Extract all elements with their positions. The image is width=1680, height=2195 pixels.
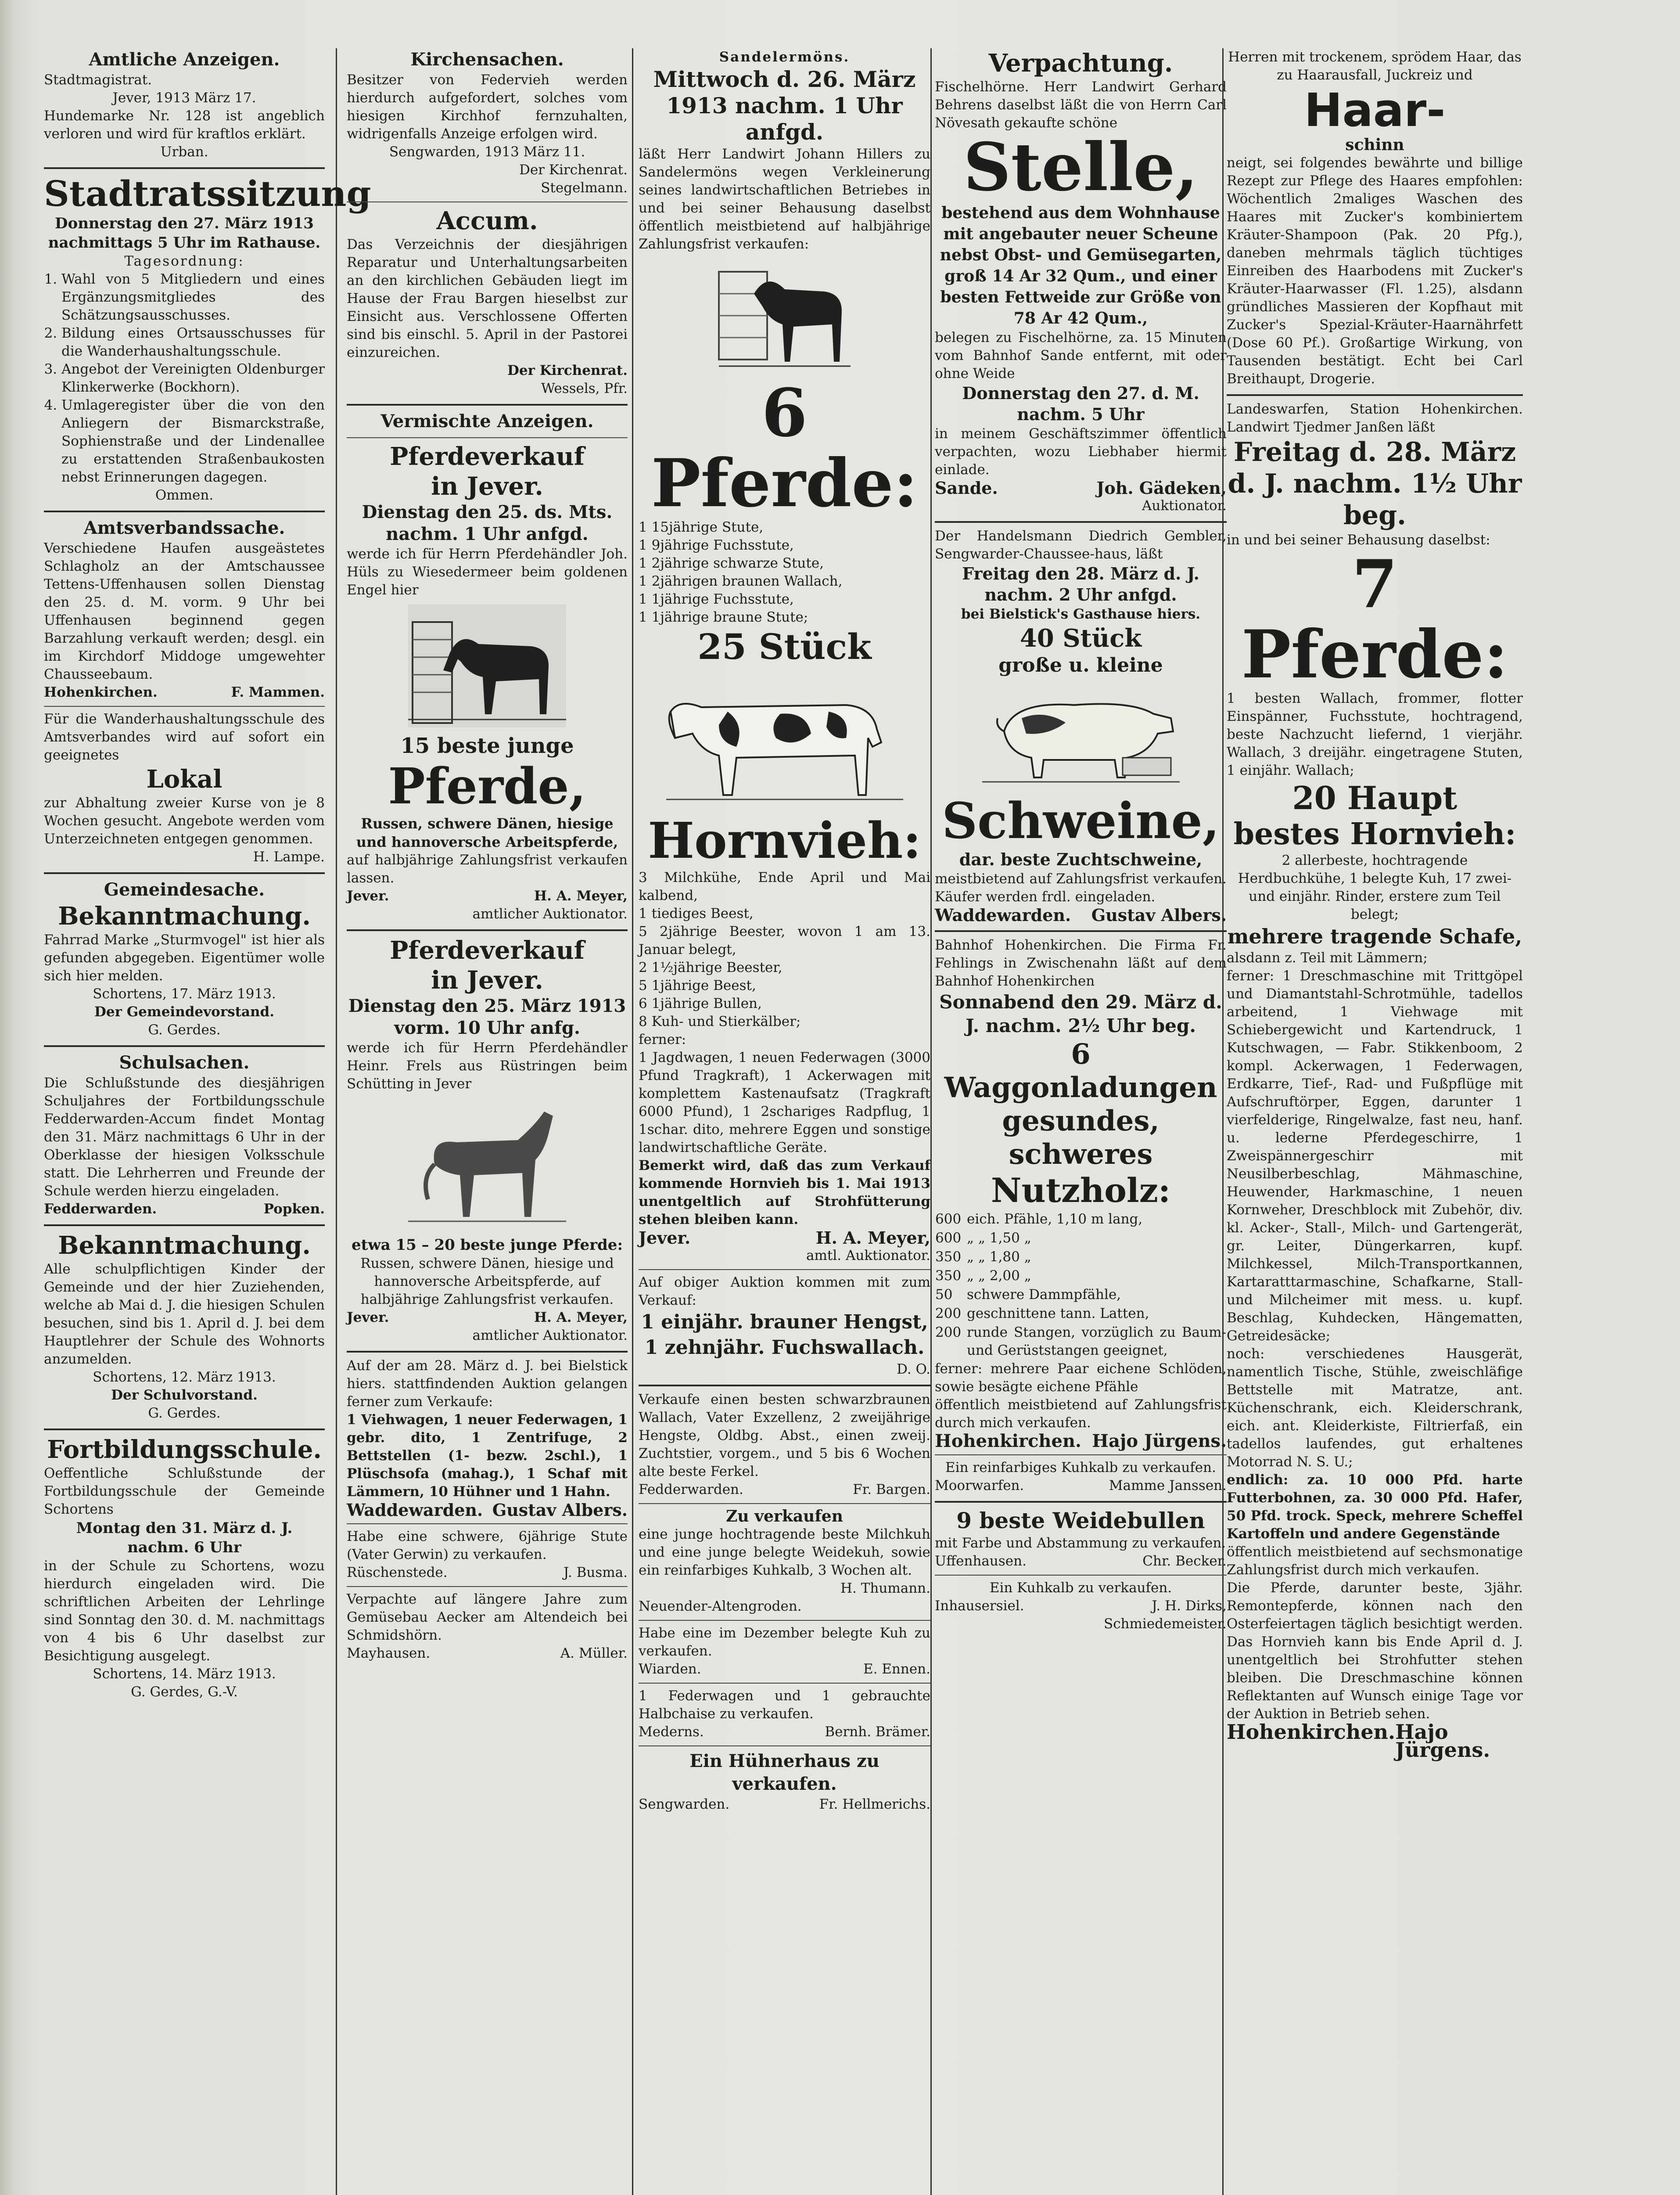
notice-text: eine junge hochtragende beste Milchkuh und eine junge belegte Weidekuh, sowie ein reinfarbiges Kuhkalb, 3 Wochen alt. (639, 1526, 930, 1578)
notice-text: Auf der am 28. März d. J. bei Bielstick hiers. stattfindenden Auktion gelangen ferner zum Verkaufe: (347, 1358, 628, 1410)
notice-text: Ein reinfarbiges Kuhkalb zu verkaufen. (945, 1460, 1216, 1475)
household-list: noch: verschiedenes Hausgerät, namentlich Tische, Stühle, zweischläfige Bettstelle mit Matratze, ant. Küchenschrank, eich. Kleiderschrank, eich. ant. Kleiderkiste, Filtrierfaß, ein tadellos laufendes, gut erhaltenes Motorrad N. S. U.; (1227, 1346, 1523, 1470)
table-row (935, 1267, 1227, 1285)
notice-title: Stelle, (963, 129, 1198, 206)
produce-list: endlich: za. 10 000 Pfd. harte Futterbohnen, za. 30 000 Pfd. Hafer, 50 Pfd. trock. Speck, mehrere Scheffel Kartoffeln und andere Gegenstände (1227, 1472, 1523, 1542)
horse-item: 1 2jährige schwarze Stute, (639, 555, 824, 571)
signature: Mamme Janssen. (1109, 1478, 1227, 1493)
signature-line (639, 1723, 930, 1741)
signature: G. Gerdes. (148, 1022, 221, 1038)
section-title: Vermischte Anzeigen. (381, 411, 594, 432)
notice-text: Oeffentliche Schlußstunde der Fortbildungsschule der Gemeinde Schortens (44, 1465, 325, 1517)
place: Wiarden. (639, 1661, 701, 1677)
signature: D. O. (897, 1361, 930, 1377)
table-row (935, 1323, 1227, 1360)
role: Schmiedemeister. (1103, 1616, 1227, 1632)
divider (639, 1269, 930, 1270)
horse-item: 1 2jährigen braunen Wallach, (639, 573, 843, 589)
auction-time: Mittwoch d. 26. März 1913 nachm. 1 Uhr anfgd. (653, 66, 916, 145)
pig-subtitle: dar. beste Zuchtschweine, (959, 849, 1203, 869)
divider (935, 1575, 1227, 1576)
notice-title: Lokal (146, 765, 223, 794)
notice-text: Habe eine im Dezember belegte Kuh zu verkaufen. (639, 1625, 930, 1659)
desc: eich. Pfähle, 1,10 m lang, (967, 1211, 1143, 1227)
notice-title: 6 Waggonladungen (944, 1038, 1217, 1104)
notice-title: Nutzholz: (991, 1171, 1171, 1210)
place: Jever. (347, 1310, 389, 1325)
place: Fedderwarden. (44, 1201, 157, 1217)
place: Fedderwarden. (639, 1482, 743, 1497)
column-3 (639, 48, 930, 2195)
divider (639, 1503, 930, 1504)
agenda-item: 1. Wahl von 5 Mitgliedern und eines Ergänzungsmitgliedes des Schätzungsausschusses. (61, 270, 325, 324)
qty: 200 (935, 1306, 962, 1321)
desc: schwere Dammpfähle, (967, 1287, 1121, 1303)
section-title: Gemeindesache. (104, 879, 265, 900)
divider (347, 1586, 628, 1587)
signature-line (44, 1200, 325, 1218)
notice-text: Für die Wanderhaushaltungsschule des Amtsverbandes wird auf sofort ein geeignetes (44, 711, 325, 763)
notice-text: zur Abhaltung zweier Kurse von je 8 Wochen gesucht. Angebote werden vom Unterzeichneten entgegen genommen. (44, 795, 325, 847)
desc: „ „ 1,50 „ (967, 1230, 1031, 1246)
meeting-time: Donnerstag den 27. März 1913 nachmittags 5 Uhr im Rathause. (48, 215, 321, 252)
auction-time: Donnerstag den 27. d. M. nachm. 5 Uhr (962, 383, 1199, 424)
divider (44, 1429, 325, 1430)
signature: Gustav Albers. (492, 1500, 628, 1520)
signature: F. Mammen. (231, 684, 325, 700)
organization: Der Kirchenrat. (507, 363, 628, 378)
notice-title: Bekanntmachung. (58, 902, 311, 931)
place: Waddewarden. (347, 1500, 483, 1520)
signature-line (639, 1229, 930, 1247)
signature: Hajo Jürgens. (1395, 1720, 1490, 1762)
column-2 (347, 48, 628, 2195)
horse-breeds: Russen, schwere Dänen, hiesige und hannoversche Arbeitspferde, (356, 815, 618, 850)
signature-line (639, 1481, 930, 1499)
horse-count: 15 beste junge (400, 734, 574, 758)
auction-time: Sonnabend den 29. März d. J. nachm. 2½ Uhr beg. (939, 991, 1222, 1036)
horse-breeds: Russen, schwere Dänen, hiesige und hannoversche Arbeitspferde, auf halbjährige Zahlungsfrist verkaufen. (360, 1256, 614, 1307)
notice-title: Ein Hühnerhaus zu verkaufen. (689, 1751, 879, 1794)
qty: 600 (935, 1211, 962, 1227)
place: Hohenkirchen. (44, 684, 158, 700)
place: Moorwarfen. (935, 1478, 1024, 1493)
place: Hohenkirchen. (935, 1431, 1081, 1451)
horse-list: 1 besten Wallach, frommer, flotter Einspänner, Fuchsstute, hochtragend, beste Nachzucht liefernd, 1 vierjähr. Wallach, 3 dreijähr. eingetragene Stuten, 1 einjähr. Wallach; (1227, 691, 1523, 778)
date: Schortens, 12. März 1913. (93, 1369, 276, 1385)
signature: Fr. Hellmerichs. (819, 1796, 930, 1812)
notice-title: 6 Pferde: (651, 374, 918, 522)
office: Stadtmagistrat. (44, 72, 152, 88)
divider (44, 167, 325, 169)
place: Mayhausen. (347, 1645, 431, 1661)
cattle-item: 3 Milchkühe, Ende April und Mai kalbend, (639, 870, 930, 903)
role: amtl. Auktionator. (806, 1248, 930, 1263)
date: Schortens, 17. März 1913. (93, 986, 276, 1002)
notice-title: 7 Pferde: (1241, 546, 1508, 693)
table-row (935, 1229, 1227, 1248)
cattle-item: 5 2jährige Beester, wovon 1 am 13. Januar belegt, (639, 924, 930, 957)
place: Inhausersiel. (935, 1598, 1024, 1614)
notice-title: in Jever. (431, 966, 543, 995)
signature: H. A. Meyer, (534, 888, 628, 904)
notice-title: in Jever. (431, 472, 543, 501)
notice-title: Bekanntmachung. (58, 1231, 311, 1260)
notice-text: Habe eine schwere, 6jährige Stute (Vater Gerwin) zu verkaufen. (347, 1529, 628, 1562)
place: Neuender-Altengroden. (639, 1598, 802, 1614)
place: Jever. (347, 888, 389, 904)
divider (1227, 394, 1523, 396)
cattle-list: 2 allerbeste, hochtragende Herdbuchkühe, 1 belegte Kuh, 17 zwei- und einjähr. Rinder, erstere zum Teil belegt; (1238, 853, 1512, 922)
signature: E. Ennen. (863, 1661, 930, 1677)
qty: 600 (935, 1230, 962, 1246)
notice-text: Herren mit trockenem, sprödem Haar, das zu Haarausfall, Juckreiz und (1228, 49, 1522, 83)
cattle-item: 5 1jährige Beest, (639, 978, 756, 993)
notice-text: öffentlich meistbietend auf sechsmonatige Zahlungsfrist durch mich verkaufen. (1227, 1544, 1523, 1578)
qty: 200 (935, 1324, 962, 1340)
sale-item: 1 einjähr. brauner Hengst, (641, 1311, 928, 1333)
organization: Der Gemeindevorstand. (94, 1004, 275, 1020)
place: Rüschenstede. (347, 1565, 448, 1580)
cattle-item: 1 tiediges Beest, (639, 906, 754, 921)
pig-count: 40 Stück (1019, 624, 1142, 653)
signature: Popken. (263, 1201, 325, 1217)
role: Auktionator. (1142, 498, 1227, 514)
horse-item: 1 1jährige braune Stute; (639, 609, 808, 625)
table-row (935, 1248, 1227, 1267)
timber-table (935, 1210, 1227, 1360)
signature-line (347, 887, 628, 905)
notice-text: Die Schlußstunde des diesjährigen Schuljahres der Fortbildungsschule Fedderwarden-Accum findet Montag den 31. März nachmittags 6 Uhr in der Oberklasse der hiesigen Volksschule statt. Die Lehrherren und Freunde der Schule werden hierzu eingeladen. (44, 1075, 325, 1199)
place: Sande. (935, 478, 998, 498)
column-5 (1227, 48, 1523, 2195)
cow-illustration (662, 672, 908, 808)
signature: G. Gerdes. (148, 1405, 221, 1421)
notice-title: Fortbildungsschule. (47, 1435, 322, 1464)
table-row (935, 1304, 1227, 1323)
notice-title: Pferde, (388, 758, 586, 815)
place: Hohenkirchen. (1227, 1720, 1396, 1744)
pig-illustration (978, 683, 1184, 788)
desc: „ „ 1,80 „ (967, 1249, 1031, 1265)
signature-line (935, 1597, 1227, 1615)
divider (347, 1351, 628, 1353)
signature-line (935, 1552, 1227, 1570)
notice-title: gesundes, schweres (1002, 1105, 1159, 1171)
column-4 (935, 48, 1227, 2195)
table-row (935, 1210, 1227, 1229)
notice-text: meistbietend auf Zahlungsfrist verkaufen. Käufer werden frdl. eingeladen. (935, 871, 1227, 905)
place: Waddewarden. (935, 905, 1071, 925)
section-title: Kirchensachen. (410, 49, 564, 70)
notice-text: Verschiedene Haufen ausgeästetes Schlagholz an der Amtschaussee Tettens-Uffenhausen sollen Dienstag den 25. d. M. vorm. 9 Uhr bei Uffenhausen beginnend gegen Barzahlung verkauft werden; desgl. ein im Kirchdorf Middoge umgewehter Chausseebaum. (44, 540, 325, 682)
signature-line (935, 1477, 1227, 1495)
role: amtlicher Auktionator. (472, 906, 628, 922)
divider (935, 1501, 1227, 1503)
signature-line (44, 684, 325, 702)
notice-text: Alle schulpflichtigen Kinder der Gemeinde und der hier Zuziehenden, welche ab Mai d. J. die hiesigen Schulen besuchen, sind bis 1. April d. J. bei dem Hauptlehrer der Schule des Wohnorts anzumelden. (44, 1261, 325, 1367)
divider (44, 706, 325, 707)
notice-title: Stadtratssitzung (44, 173, 371, 214)
organization: Der Schulvorstand. (111, 1387, 258, 1403)
auction-time: Freitag d. 28. März d. J. nachm. 1½ Uhr beg. (1228, 437, 1522, 531)
signature-line (935, 1432, 1227, 1450)
signature: Hajo Jürgens. (1092, 1431, 1227, 1451)
notice-title: Haar- (1304, 83, 1446, 137)
horse-illustration (404, 1098, 571, 1230)
location: Sandelermöns. (719, 49, 850, 65)
place: Jever. (639, 1228, 691, 1248)
notice-text: belegen zu Fischelhörne, za. 15 Minuten vom Bahnhof Sande entfernt, mit oder ohne Weide (935, 330, 1227, 381)
notice-text: in meinem Geschäftszimmer öffentlich verpachten, wozu Liebhaber hiermit einlade. (935, 426, 1227, 478)
signature: Urban. (160, 144, 208, 160)
desc: „ „ 2,00 „ (967, 1268, 1031, 1284)
cattle-count: 25 Stück (697, 626, 872, 667)
signature-line (347, 1501, 628, 1519)
cattle-item: 8 Kuh- und Stierkälber; (639, 1014, 801, 1029)
organization: Der Kirchenrat. (519, 162, 628, 178)
notice-text: Der Handelsmann Diedrich Gembler, Sengwarder-Chaussee-haus, läßt (935, 528, 1227, 562)
sheep-title: mehrere tragende Schafe, (1227, 925, 1522, 948)
divider (347, 437, 628, 438)
date: Schortens, 14. März 1913. (93, 1666, 276, 1682)
notice-text: in und bei seiner Behausung daselbst: (1227, 532, 1490, 548)
notice-text: neigt, sei folgendes bewährte und billige Rezept zur Pflege des Haares empfohlen: Wöchentlich 2maliges Waschen des Haares mit Zucker's kombiniertem Kräuter-Shampoon (Pak. 20 Pfg.), daneben mehrmals täglich tüchtiges Einreiben des Haarbodens mit Zucker's Kräuter-Haarwasser (Fl. 1.25), alsdann gründliches Massieren der Kopfhaut mit Zucker's Spezial-Kräuter-Haarnährfett (Dose 60 Pf.). Großartige Wirkung, von Tausenden bestätigt. Echt bei Carl Breithaupt, Drogerie. (1227, 155, 1523, 387)
sale-items: 1 Viehwagen, 1 neuer Federwagen, 1 gebr. dito, 1 Zentrifuge, 2 Bettstellen (1- bezw. 2schl.), 1 Plüschsofa (mahag.), 1 Schaf mit Lämmern, 10 Hühner und 1 Hahn. (347, 1412, 628, 1500)
signature-line (935, 479, 1227, 497)
signature: Ommen. (155, 487, 214, 503)
signature: Stegelmann. (541, 180, 628, 196)
notice-title: 9 beste Weidebullen (956, 1508, 1205, 1533)
notice-text: Bahnhof Hohenkirchen. Die Firma Fr. Fehlings in Zwischenahn läßt auf dem Bahnhof Hohenkirchen (935, 937, 1227, 989)
signature-line (639, 1660, 930, 1678)
notice-title: Pferdeverkauf (390, 936, 585, 965)
divider (347, 1523, 628, 1524)
notice-text: Besitzer von Federvieh werden hierdurch aufgefordert, solches vom hiesigen Kirchhof fernzuhalten, widrigenfalls Anzeige erfolgen wird. (347, 72, 628, 142)
note: Bemerkt wird, daß das zum Verkauf kommende Hornvieh bis 1. Mai 1913 unentgeltlich auf Strohfütterung stehen bleiben kann. (639, 1158, 930, 1227)
notice-text: Landeswarfen, Station Hohenkirchen. Landwirt Tjedmer Janßen läßt (1227, 401, 1523, 435)
agenda-item: 4. Umlageregister über die von den Anliegern der Bismarckstraße, Sophienstraße und der Lindenallee zu erstattenden Straßenbaukosten nebst Erinnerungen dagegen. (61, 396, 325, 486)
desc: runde Stangen, vorzüglich zu Baum- und Gerüststangen geeignet, (967, 1324, 1226, 1358)
notice-text: werde ich für Herrn Pferdehändler Heinr. Frels aus Rüstringen beim Schütting in Jever (347, 1040, 628, 1092)
equipment-list: ferner: 1 Dreschmaschine mit Trittgöpel und Diamantstahl-Schrotmühle, tadellos arbeitend, 1 Viehwage mit Schiebergewicht und Kartendruck, 1 Kutschwagen, — Fabr. Stikkenboom, 2 kompl. Ackerwagen, 1 Federwagen, Erdkarre, Tief-, Rad- und Fußpflüge mit Aufschruftörper, Eggen, darunter 1 vierfelderige, Ringelwalze, fast neu, hanf. u. lederne Pferdegeschirre, 1 Zweispännergeschirr mit Neusilberbeschlag, Mähmaschine, Heuwender, Harkmaschine, 1 neuen Kornweher, Dreschblock mit Zubehör, div. kl. Acker-, Stall-, Milch- und Gartengerät, gr. Leiter, Düngerkarren, kupf. Milchkessel, Milch-Transportkannen, Kartaratttarmaschine, Schafkarne, Stall- und Milcheimer mit mess. u. kupf. Beschlag, Kuhdecken, Hängematten, Getreidesäcke; (1227, 968, 1523, 1344)
notice-text: in der Schule zu Schortens, wozu hierdurch eingeladen wird. Die schriftlichen Arbeiten der Lehrlinge sind Sonntag den 30. d. M. nachmittags von 4 bis 6 Uhr daselbst zur Besichtigung ausgelegt. (44, 1558, 325, 1664)
table-row (935, 1285, 1227, 1304)
notice-text: Hundemarke Nr. 128 ist angeblich verloren und wird für kraftlos erklärt. (44, 108, 325, 142)
property-description: bestehend aus dem Wohnhause mit angebauter neuer Scheune nebst Obst- und Gemüsegarten, groß 14 Ar 32 Qum., und einer besten Fettweide zur Größe von 78 Ar 42 Qum., (940, 204, 1222, 327)
column-rule (336, 48, 337, 2195)
cattle-item: 6 1jährige Bullen, (639, 996, 762, 1011)
date: Jever, 1913 März 17. (112, 90, 256, 106)
column-1 (44, 48, 371, 2195)
notice-text: Verkaufe einen besten schwarzbraunen Wallach, Vater Exzellenz, 2 zweijährige Hengste, Oldbg. Abst., einen zweij. Zuchtstier, vorgem., und 5 bis 6 Wochen alte beste Ferkel. (639, 1392, 930, 1479)
location: bei Bielstick's Gasthause hiers. (961, 606, 1201, 622)
meeting-time: Montag den 31. März d. J. nachm. 6 Uhr (76, 1519, 293, 1556)
sale-item: 1 zehnjähr. Fuchswallach. (644, 1336, 925, 1359)
auction-time: Dienstag den 25. März 1913 vorm. 10 Uhr anfg. (348, 996, 626, 1038)
signature: J. H. Dirks, (1152, 1598, 1227, 1614)
divider (639, 1745, 930, 1746)
note: Die Pferde, darunter beste, 3jähr. Remontepferde, können nach den Osterfeiertagen täglich besichtigt werden. Das Hornvieh kann bis Ende April d. J. unentgeltlich bei Strohfutter stehen bleiben. Die Dreschmaschine können Reflektanten auf Wunsch einige Tage vor der Auktion in Betrieb sehen. (1227, 1580, 1523, 1722)
column-rule (930, 48, 932, 2195)
divider (44, 511, 325, 512)
horse-item: 1 1jährige Fuchsstute, (639, 591, 794, 607)
signature: Gustav Albers. (1091, 905, 1227, 925)
notice-text: Fischelhörne. Herr Landwirt Gerhard Behrens daselbst läßt die von Herrn Carl Növesath gekaufte schöne (935, 79, 1227, 131)
signature: H. A. Meyer, (534, 1310, 628, 1325)
notice-title: Accum. (436, 206, 538, 235)
signature-line (347, 1309, 628, 1327)
notice-text: werde ich für Herrn Pferdehändler Joh. Hüls zu Wiesedermeer beim goldenen Engel hier (347, 546, 628, 598)
section-title: Schulsachen. (119, 1052, 250, 1073)
horse-list (639, 518, 930, 626)
agenda-item: 3. Angebot der Vereinigten Oldenburger Klinkerwerke (Bockhorn). (61, 360, 325, 396)
place: Uffenhausen. (935, 1553, 1027, 1569)
signature-line (639, 1796, 930, 1814)
divider (347, 404, 628, 406)
horse-item: 1 15jährige Stute, (639, 519, 764, 535)
place: Sengwarden. (639, 1796, 730, 1812)
notice-text: 1 Jagdwagen, 1 neuen Federwagen (3000 Pfund Tragkraft), 1 Ackerwagen mit komplettem Kastenaufsatz (Tragkraft 6000 Pfund), 1 2schariges Radpflug, 1 1schar. dito, mehrere Eggen und sonstige landwirtschaftliche Geräte. (639, 1050, 930, 1155)
role: amtlicher Auktionator. (472, 1328, 628, 1343)
divider (639, 1385, 930, 1386)
divider (44, 1045, 325, 1047)
horse-illustration (408, 605, 566, 727)
notice-title: schinn (1345, 136, 1404, 154)
horse-item: 1 9jährige Fuchsstute, (639, 537, 794, 553)
notice-title: Schweine, (942, 792, 1220, 850)
signature: H. Lampe. (253, 849, 325, 865)
divider (44, 872, 325, 874)
divider (935, 1454, 1227, 1455)
qty: 350 (935, 1249, 962, 1265)
signature: Chr. Becker. (1142, 1553, 1227, 1569)
notice-title: Hornvieh: (648, 812, 921, 870)
divider (347, 929, 628, 931)
signature: Fr. Bargen. (853, 1482, 930, 1497)
signature: G. Gerdes, G.-V. (131, 1684, 238, 1700)
notice-text: öffentlich meistbietend auf Zahlungsfrist durch mich verkaufen. (935, 1397, 1227, 1431)
agenda-label: Tagesordnung: (124, 253, 244, 269)
notice-text: Das Verzeichnis der diesjährigen Reparatur und Unterhaltungsarbeiten an den kirchlichen Gebäuden liegt im Hause der Frau Bargen hieselbst zur Einsicht aus. Verschlossene Offerten sind bis einschl. 5. April in der Pastorei einzureichen. (347, 237, 628, 360)
section-title: Amtsverbandssache. (83, 518, 285, 538)
signature: H. A. Meyer, (815, 1228, 930, 1248)
notice-text: läßt Herr Landwirt Johann Hillers zu Sandelermöns wegen Verkleinerung seines landwirtschaftlichen Betriebes in und bei seiner Behausung daselbst öffentlich meistbietend auf halbjährige Zahlungsfrist verkaufen: (639, 146, 930, 252)
notice-text: ferner: mehrere Paar eichene Schlöden, sowie besägte eichene Pfähle (935, 1361, 1227, 1395)
signature: Wessels, Pfr. (541, 381, 628, 396)
desc: geschnittene tann. Latten, (967, 1306, 1149, 1321)
signature: H. Thumann. (840, 1580, 930, 1596)
divider (639, 1683, 930, 1684)
signature: J. Busma. (563, 1565, 628, 1580)
cattle-list (639, 869, 930, 1031)
auction-time: Freitag den 28. März d. J. nachm. 2 Uhr anfgd. (962, 564, 1199, 605)
auction-time: Dienstag den 25. ds. Mts. nachm. 1 Uhr anfgd. (362, 502, 613, 544)
agenda-item: 2. Bildung eines Ortsausschusses für die Wanderhaushaltungsschule. (61, 324, 325, 360)
notice-text: Auf obiger Auktion kommen mit zum Verkauf: (639, 1274, 930, 1308)
divider (44, 1224, 325, 1226)
signature: Joh. Gädeken, (1096, 478, 1227, 498)
pig-sizes: große u. kleine (998, 654, 1163, 676)
notice-title: Pferdeverkauf (390, 442, 585, 471)
notice-text: Ein Kuhkalb zu verkaufen. (989, 1580, 1172, 1596)
signature-line (935, 906, 1227, 924)
notice-title: Verpachtung. (988, 49, 1173, 78)
signature-line (347, 1644, 628, 1662)
notice-text: alsdann z. Teil mit Lämmern; (1227, 950, 1428, 966)
signature: A. Müller. (560, 1645, 628, 1661)
signature-line (347, 1564, 628, 1582)
notice-text: 1 Federwagen und 1 gebrauchte Halbchaise zu verkaufen. (639, 1688, 930, 1722)
signature-line (1227, 1720, 1523, 1762)
place: Mederns. (639, 1724, 704, 1740)
cattle-count: 20 Haupt (1292, 779, 1457, 817)
section-title: Amtliche Anzeigen. (89, 49, 280, 70)
horse-illustration (719, 259, 851, 373)
qty: 350 (935, 1268, 962, 1284)
notice-text: Fahrrad Marke „Sturmvogel" ist hier als gefunden abgegeben. Eigentümer wolle sich hier melden. (44, 932, 325, 984)
notice-title: bestes Hornvieh: (1233, 817, 1516, 852)
ferner-label: ferner: (639, 1032, 686, 1047)
divider (935, 521, 1227, 523)
notice-text: mit Farbe und Abstammung zu verkaufen. (935, 1535, 1226, 1551)
qty: 50 (935, 1287, 953, 1303)
notice-title: Zu verkaufen (726, 1507, 843, 1526)
divider (935, 930, 1227, 932)
divider (639, 1620, 930, 1621)
date: Sengwarden, 1913 März 11. (389, 144, 585, 160)
notice-text: Verpachte auf längere Jahre zum Gemüsebau Aecker am Altendeich bei Schmidshörn. (347, 1591, 628, 1643)
column-rule (632, 48, 633, 2195)
notice-text: auf halbjährige Zahlungsfrist verkaufen lassen. (347, 852, 628, 886)
agenda-list (44, 270, 325, 486)
cattle-item: 2 1½jährige Beester, (639, 960, 783, 975)
horse-count: etwa 15 – 20 beste junge Pferde: (351, 1236, 623, 1254)
signature: Bernh. Brämer. (825, 1724, 930, 1740)
